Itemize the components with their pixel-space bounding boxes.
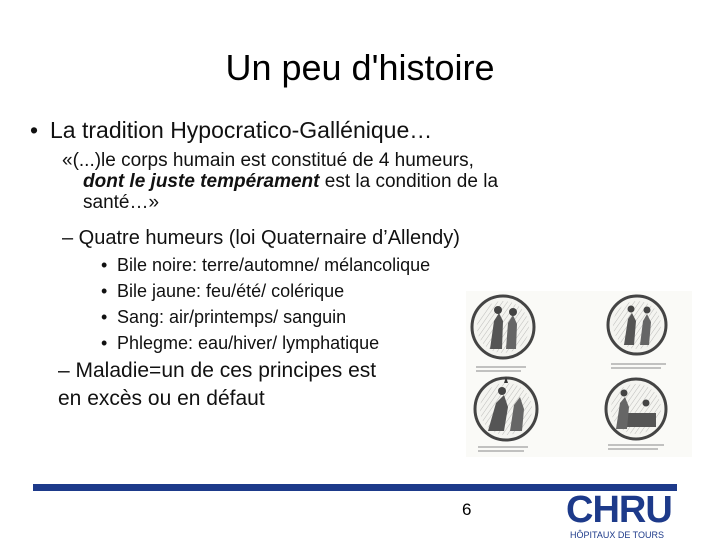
chru-logo [562, 490, 684, 540]
maladie-line-2: en excès ou en défaut [58, 387, 265, 410]
maladie-text [58, 357, 376, 413]
quote-italic: dont le juste tempérament [83, 171, 320, 192]
quote-block [62, 150, 622, 213]
quote-line-2-rest: est la condition de la [319, 171, 499, 192]
humors-list [101, 252, 430, 356]
medallion-bottom-right [606, 379, 666, 439]
four-humors-heading: – Quatre humeurs (loi Quaternaire d’Allendy) [62, 227, 460, 249]
humor-item: • Bile noire: terre/automne/ mélancolique [101, 255, 431, 275]
humor-item: • Sang: air/printemps/ sanguin [101, 307, 347, 327]
medallion-top-left [472, 296, 534, 358]
main-bullet-text: La tradition Hypocratico-Gallénique… [50, 117, 433, 143]
humor-item: • Phlegme: eau/hiver/ lymphatique [101, 333, 380, 353]
logo-subtitle: HÔPITAUX DE TOURS [570, 530, 665, 540]
maladie-line-1: – Maladie=un de ces principes est [58, 359, 377, 382]
quote-line-3: santé…» [83, 192, 160, 213]
page-number: 6 [462, 500, 472, 519]
medallion-bottom-left [475, 377, 537, 440]
woodcut-image [466, 291, 692, 457]
woodcut-illustrations [466, 291, 692, 457]
quote-line-2 [62, 171, 622, 192]
humor-item: • Bile jaune: feu/été/ colérique [101, 281, 345, 301]
main-bullet [30, 116, 432, 144]
bullet-glyph: • [30, 117, 39, 143]
medallion-top-right [608, 296, 666, 354]
slide-title: Un peu d'histoire [225, 47, 495, 88]
quote-line-1: «(...)le corps humain est constitué de 4 humeurs, [62, 150, 474, 171]
logo-text: CHRU [566, 489, 672, 531]
